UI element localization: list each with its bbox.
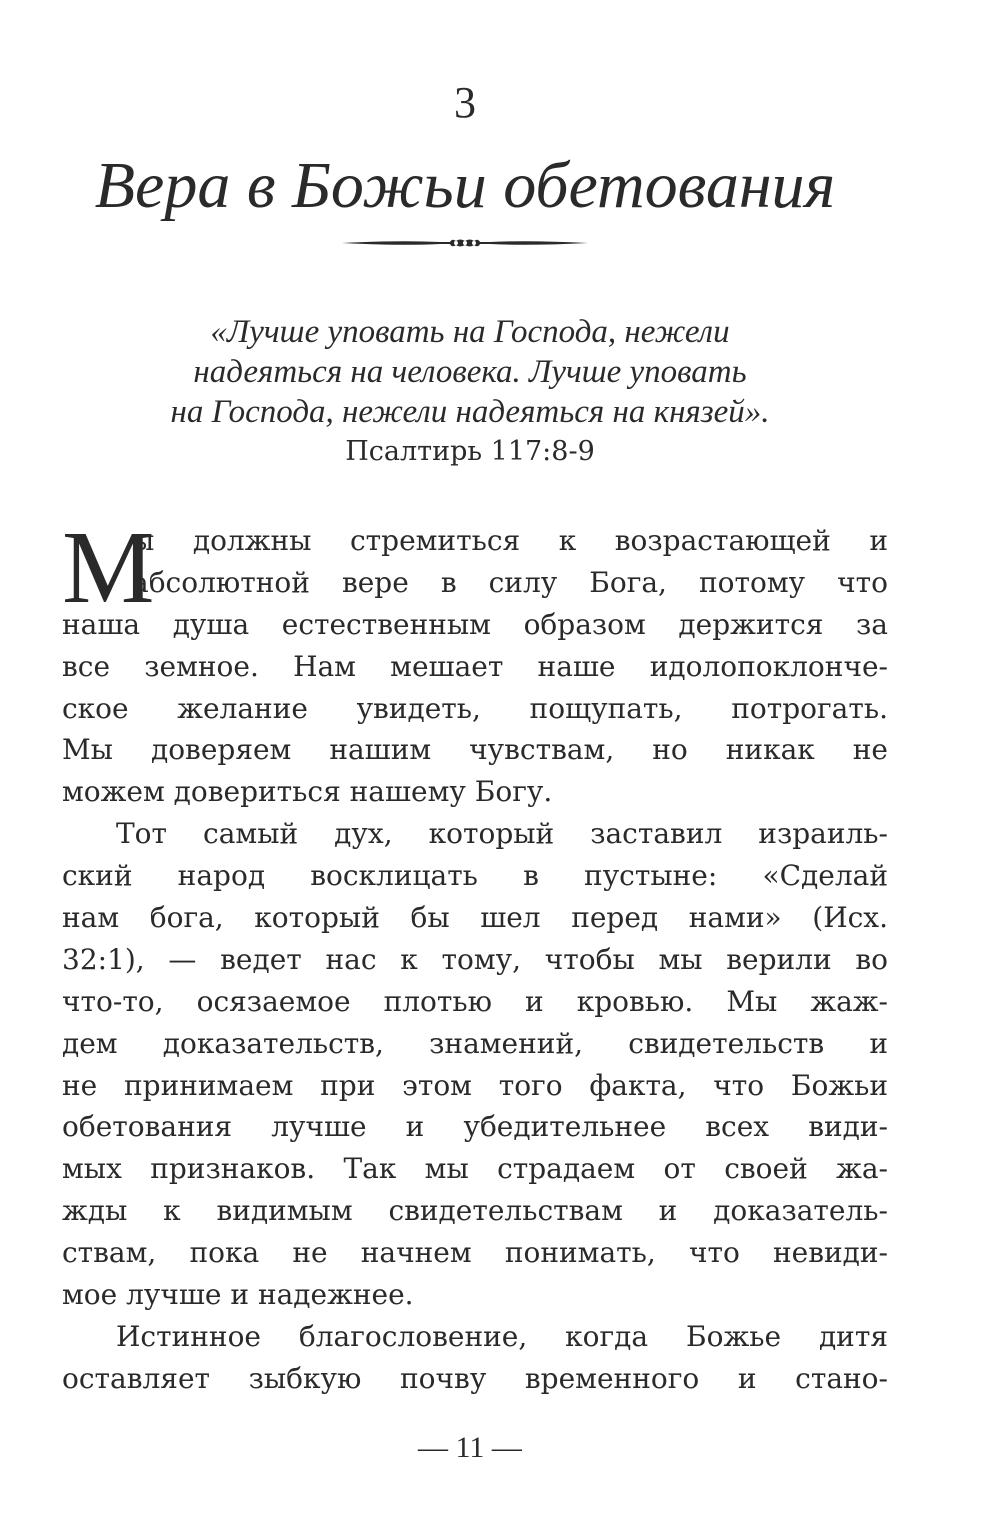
- ornament-divider-icon: [340, 232, 590, 254]
- epigraph: [80, 312, 860, 472]
- page-number: — 11 —: [418, 1431, 522, 1464]
- text-line: не принимаем при этом того факта, что Божьи: [62, 1068, 888, 1102]
- text-line: ский народ восклицать в пустыне: «Сделай: [62, 859, 888, 893]
- text-line: все земное. Нам мешает наше идолопоклонче-: [62, 649, 888, 683]
- text-line: абсолютной вере в силу Бога, потому что: [132, 565, 888, 599]
- text-line: оставляет зыбкую почву временного и стано-: [62, 1361, 888, 1395]
- text-line: ское желание увидеть, пощупать, потрогать.: [62, 691, 888, 725]
- body-text: [62, 510, 888, 1400]
- text-line: мое лучше и надежнее.: [62, 1278, 414, 1312]
- text-line: дем доказательств, знамений, свидетельств и: [62, 1026, 888, 1060]
- text-line: 32:1), — ведет нас к тому, чтобы мы верили во: [62, 942, 888, 976]
- text-line: жды к видимым свидетельствам и доказатель-: [62, 1194, 888, 1228]
- text-line: можем довериться нашему Богу.: [62, 775, 553, 809]
- text-line: что-то, осязаемое плотью и кровью. Мы жаж-: [62, 984, 888, 1018]
- text-line: Тот самый дух, который заставил израиль-: [116, 817, 888, 851]
- text-line: Мы доверяем нашим чувствам, но никак не: [62, 733, 888, 767]
- drop-cap: М: [62, 510, 155, 625]
- text-line: нам бога, который бы шел перед нами» (Исх.: [62, 901, 888, 935]
- epigraph-line: «Лучше уповать на Господа, нежели: [210, 314, 730, 350]
- epigraph-line: надеяться на человека. Лучше уповать: [193, 354, 747, 390]
- chapter-number: 3: [454, 78, 476, 127]
- text-line: Истинное благословение, когда Божье дитя: [116, 1319, 888, 1353]
- text-line: наша душа естественным образом держится за: [62, 607, 888, 641]
- chapter-title: Вера в Божьи обетования: [94, 149, 836, 222]
- text-line: мых признаков. Так мы страдаем от своей жа-: [62, 1152, 888, 1186]
- text-line: обетования лучше и убедительнее всех види-: [62, 1110, 888, 1144]
- text-line: ствам, пока не начнем понимать, что невиди-: [62, 1236, 888, 1270]
- epigraph-line: на Господа, нежели надеяться на князей».: [170, 394, 770, 430]
- text-line: ы должны стремиться к возрастающей и: [132, 524, 888, 557]
- epigraph-reference: Псалтирь 117:8-9: [345, 436, 595, 467]
